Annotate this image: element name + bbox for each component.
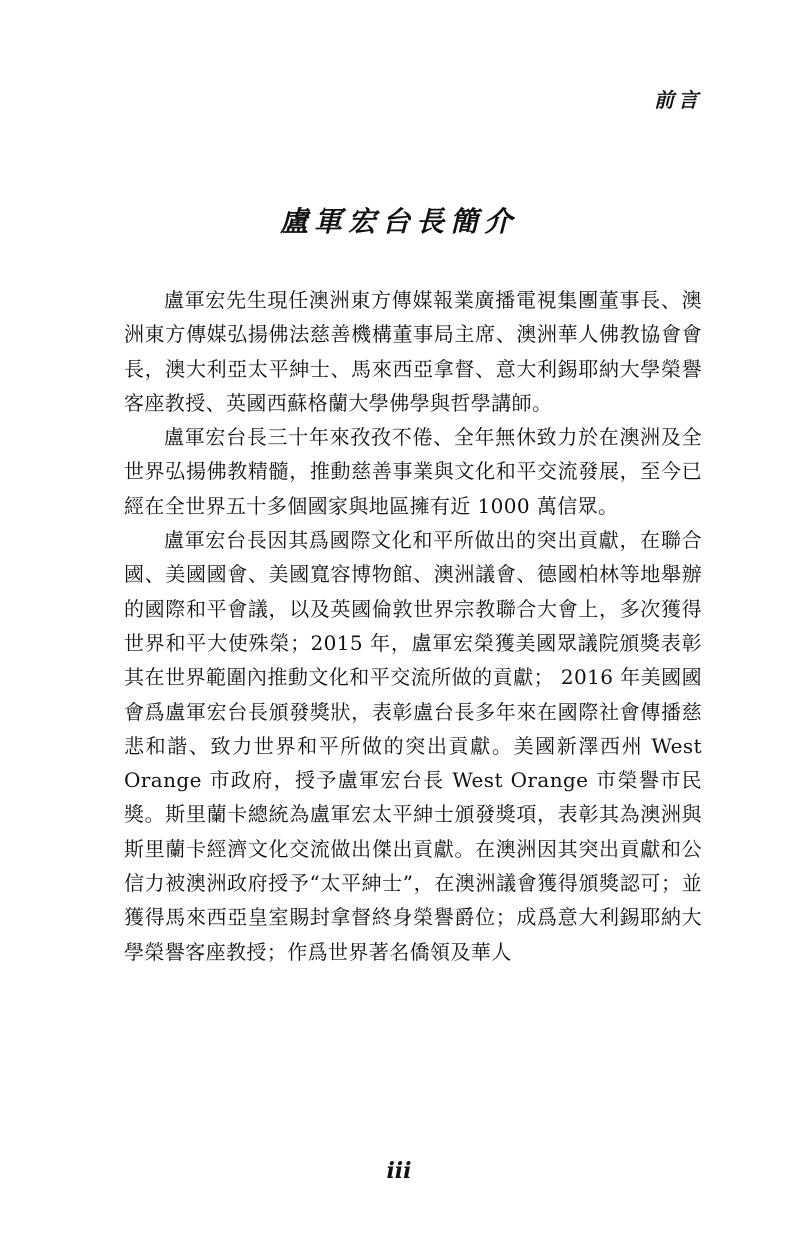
chapter-title: 盧軍宏台長簡介 <box>279 205 518 238</box>
page-number: iii <box>386 1158 412 1184</box>
paragraph: 盧軍宏台長因其爲國際文化和平所做出的突出貢獻，在聯合國、美國國會、美國寬容博物館、澳洲議會、德國柏林等地舉辦的國際和平會議，以及英國倫敦世界宗教聯合大會上，多次獲得世界和平大使殊榮；2015 年，盧軍宏榮獲美國眾議院頒獎表彰其在世界範圍內推動文化和平交流所做的貢獻； 2016 年美國國會爲盧軍宏台長頒發獎狀，表彰盧台長多年來在國際社會傳播慈悲和諧、致力世界和平所做的突出貢獻。美國新澤西州 West Orange 市政府，授予盧軍宏台長 West Orange 市榮譽市民獎。斯里蘭卡總統為盧軍宏太平紳士頒發獎項，表彰其為澳洲與斯里蘭卡經濟文化交流做出傑出貢獻。在澳洲因其突出貢獻和公信力被澳洲政府授予“太平紳士”，在澳洲議會獲得頒獎認可；並獲得馬來西亞皇室賜封拿督終身榮譽爵位；成爲意大利錫耶納大學榮譽客座教授；作爲世界著名僑領及華人 <box>124 528 702 964</box>
paragraph: 盧軍宏先生現任澳洲東方傳媒報業廣播電視集團董事長、澳洲東方傳媒弘揚佛法慈善機構董事局主席、澳洲華人佛教協會會長，澳大利亞太平紳士、馬來西亞拿督、意大利錫耶納大學榮譽客座教授、英國西蘇格蘭大學佛學與哲學講師。 <box>124 288 702 415</box>
running-head: 前言 <box>654 88 702 112</box>
body-text <box>124 283 702 969</box>
paragraph: 盧軍宏台長三十年來孜孜不倦、全年無休致力於在澳洲及全世界弘揚佛教精髓，推動慈善事業與文化和平交流發展，至今已經在全世界五十多個國家與地區擁有近 1000 萬信眾。 <box>124 425 702 518</box>
